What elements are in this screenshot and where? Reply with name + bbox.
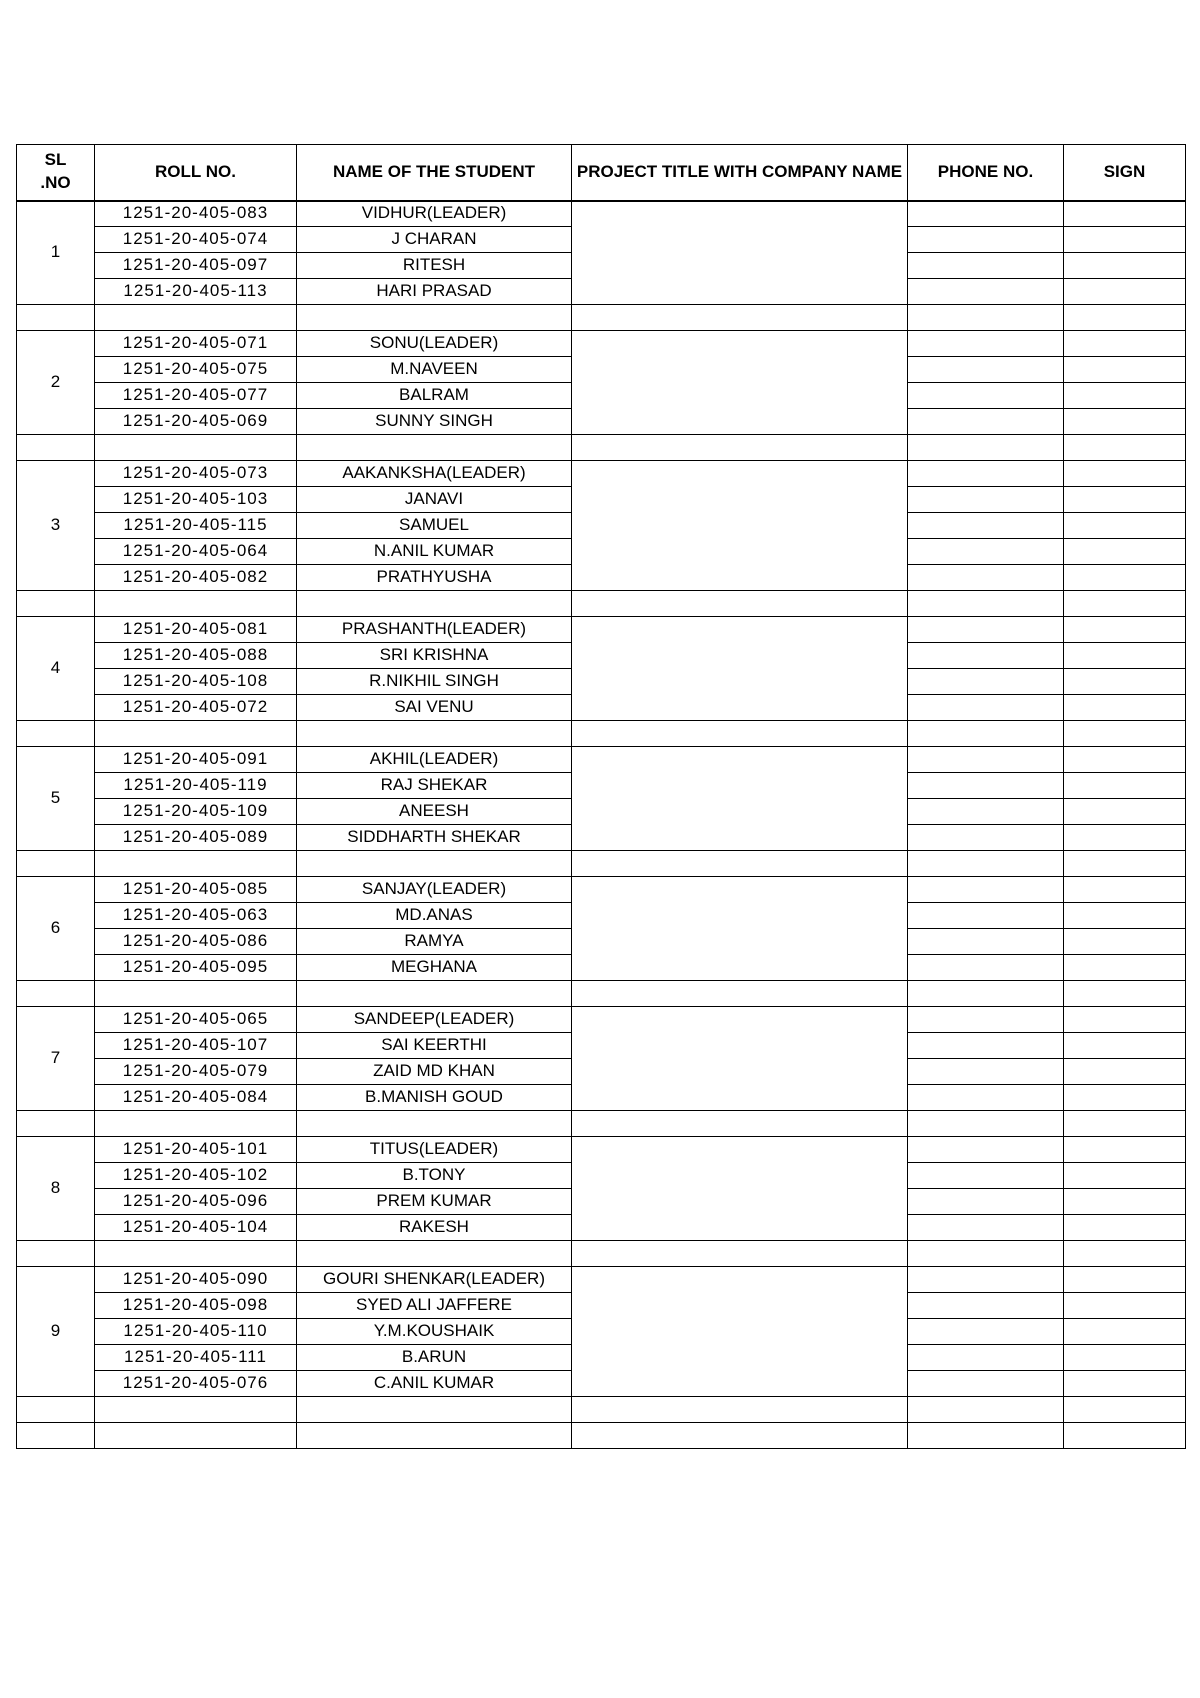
student-name: MD.ANAS [297, 903, 572, 929]
table-row [17, 331, 1186, 357]
sign-field[interactable] [1064, 903, 1186, 929]
sign-field[interactable] [1064, 1345, 1186, 1371]
sign-field[interactable] [1064, 305, 1186, 331]
blank-name-cell [297, 591, 572, 617]
phone-field[interactable] [908, 1397, 1064, 1423]
roll-number: 1251-20-405-101 [95, 1137, 297, 1163]
roll-number: 1251-20-405-096 [95, 1189, 297, 1215]
phone-field[interactable] [908, 201, 1064, 227]
phone-field[interactable] [908, 721, 1064, 747]
blank-roll-cell [95, 591, 297, 617]
student-name: BALRAM [297, 383, 572, 409]
blank-roll-cell [95, 1397, 297, 1423]
roll-number: 1251-20-405-074 [95, 227, 297, 253]
roll-number: 1251-20-405-108 [95, 669, 297, 695]
roll-number: 1251-20-405-076 [95, 1371, 297, 1397]
phone-field[interactable] [908, 1241, 1064, 1267]
roll-number: 1251-20-405-107 [95, 1033, 297, 1059]
phone-field[interactable] [908, 981, 1064, 1007]
blank-project-cell [572, 721, 908, 747]
project-title-field[interactable] [572, 617, 908, 721]
phone-field[interactable] [908, 1345, 1064, 1371]
sign-field[interactable] [1064, 409, 1186, 435]
phone-field[interactable] [908, 513, 1064, 539]
sign-field[interactable] [1064, 929, 1186, 955]
roll-number: 1251-20-405-084 [95, 1085, 297, 1111]
sign-field[interactable] [1064, 1059, 1186, 1085]
blank-project-cell [572, 591, 908, 617]
blank-sl-cell [17, 1111, 95, 1137]
roll-number: 1251-20-405-102 [95, 1163, 297, 1189]
student-name: SYED ALI JAFFERE [297, 1293, 572, 1319]
blank-row [17, 851, 1186, 877]
blank-name-cell [297, 981, 572, 1007]
sign-field[interactable] [1064, 617, 1186, 643]
blank-roll-cell [95, 1423, 297, 1449]
group-sl-number: 2 [17, 331, 95, 435]
phone-field[interactable] [908, 1371, 1064, 1397]
blank-row [17, 1111, 1186, 1137]
roll-number: 1251-20-405-063 [95, 903, 297, 929]
roll-number: 1251-20-405-072 [95, 695, 297, 721]
phone-field[interactable] [908, 1007, 1064, 1033]
phone-field[interactable] [908, 227, 1064, 253]
sign-field[interactable] [1064, 721, 1186, 747]
student-name: PRASHANTH(LEADER) [297, 617, 572, 643]
roll-number: 1251-20-405-065 [95, 1007, 297, 1033]
roll-number: 1251-20-405-095 [95, 955, 297, 981]
sign-field[interactable] [1064, 357, 1186, 383]
project-title-field[interactable] [572, 1267, 908, 1397]
blank-name-cell [297, 435, 572, 461]
sign-field[interactable] [1064, 201, 1186, 227]
blank-sl-cell [17, 721, 95, 747]
phone-field[interactable] [908, 1215, 1064, 1241]
sign-field[interactable] [1064, 487, 1186, 513]
student-name: ZAID MD KHAN [297, 1059, 572, 1085]
phone-field[interactable] [908, 1293, 1064, 1319]
phone-field[interactable] [908, 1319, 1064, 1345]
phone-field[interactable] [908, 825, 1064, 851]
blank-project-cell [572, 1241, 908, 1267]
table-row [17, 1137, 1186, 1163]
blank-sl-cell [17, 305, 95, 331]
table-row [17, 201, 1186, 227]
phone-field[interactable] [908, 591, 1064, 617]
blank-sl-cell [17, 591, 95, 617]
phone-field[interactable] [908, 877, 1064, 903]
phone-field[interactable] [908, 929, 1064, 955]
blank-name-cell [297, 1241, 572, 1267]
blank-row [17, 305, 1186, 331]
blank-sl-cell [17, 1241, 95, 1267]
sign-field[interactable] [1064, 539, 1186, 565]
roll-number: 1251-20-405-115 [95, 513, 297, 539]
student-name: RAKESH [297, 1215, 572, 1241]
sign-field[interactable] [1064, 955, 1186, 981]
table-row [17, 877, 1186, 903]
header-roll-no: ROLL NO. [95, 145, 297, 201]
blank-sl-cell [17, 1423, 95, 1449]
roll-number: 1251-20-405-075 [95, 357, 297, 383]
phone-field[interactable] [908, 435, 1064, 461]
table-row [17, 461, 1186, 487]
phone-field[interactable] [908, 851, 1064, 877]
blank-row [17, 1241, 1186, 1267]
phone-field[interactable] [908, 1111, 1064, 1137]
blank-name-cell [297, 851, 572, 877]
phone-field[interactable] [908, 955, 1064, 981]
student-name: N.ANIL KUMAR [297, 539, 572, 565]
phone-field[interactable] [908, 747, 1064, 773]
student-name: RITESH [297, 253, 572, 279]
group-sl-number: 9 [17, 1267, 95, 1397]
blank-name-cell [297, 1397, 572, 1423]
sign-field[interactable] [1064, 851, 1186, 877]
student-name: SANDEEP(LEADER) [297, 1007, 572, 1033]
group-sl-number: 8 [17, 1137, 95, 1241]
phone-field[interactable] [908, 279, 1064, 305]
phone-field[interactable] [908, 383, 1064, 409]
sign-field[interactable] [1064, 1137, 1186, 1163]
student-name: ANEESH [297, 799, 572, 825]
header-student-name: NAME OF THE STUDENT [297, 145, 572, 201]
blank-name-cell [297, 1111, 572, 1137]
student-name: SAMUEL [297, 513, 572, 539]
sign-field[interactable] [1064, 643, 1186, 669]
phone-field[interactable] [908, 773, 1064, 799]
project-title-field[interactable] [572, 1007, 908, 1111]
student-name: SIDDHARTH SHEKAR [297, 825, 572, 851]
blank-sl-cell [17, 851, 95, 877]
blank-project-cell [572, 1111, 908, 1137]
sign-field[interactable] [1064, 1293, 1186, 1319]
phone-field[interactable] [908, 1189, 1064, 1215]
student-name: J CHARAN [297, 227, 572, 253]
student-name: JANAVI [297, 487, 572, 513]
blank-row [17, 721, 1186, 747]
roll-number: 1251-20-405-090 [95, 1267, 297, 1293]
student-name: B.ARUN [297, 1345, 572, 1371]
blank-roll-cell [95, 981, 297, 1007]
roll-number: 1251-20-405-104 [95, 1215, 297, 1241]
phone-field[interactable] [908, 539, 1064, 565]
sign-field[interactable] [1064, 513, 1186, 539]
phone-field[interactable] [908, 1423, 1064, 1449]
blank-project-cell [572, 435, 908, 461]
student-name: SAI KEERTHI [297, 1033, 572, 1059]
group-sl-number: 4 [17, 617, 95, 721]
sign-field[interactable] [1064, 383, 1186, 409]
blank-row [17, 1397, 1186, 1423]
phone-field[interactable] [908, 643, 1064, 669]
header-phone-no: PHONE NO. [908, 145, 1064, 201]
roll-number: 1251-20-405-079 [95, 1059, 297, 1085]
header-sign: SIGN [1064, 145, 1186, 201]
phone-field[interactable] [908, 253, 1064, 279]
student-name: SONU(LEADER) [297, 331, 572, 357]
student-name: TITUS(LEADER) [297, 1137, 572, 1163]
student-name: PREM KUMAR [297, 1189, 572, 1215]
sign-field[interactable] [1064, 1085, 1186, 1111]
project-title-field[interactable] [572, 461, 908, 591]
student-name: R.NIKHIL SINGH [297, 669, 572, 695]
sign-field[interactable] [1064, 1371, 1186, 1397]
sign-field[interactable] [1064, 331, 1186, 357]
blank-sl-cell [17, 435, 95, 461]
blank-roll-cell [95, 1241, 297, 1267]
roll-number: 1251-20-405-082 [95, 565, 297, 591]
table-body [17, 201, 1186, 1449]
student-name: HARI PRASAD [297, 279, 572, 305]
student-project-table [16, 144, 1186, 1449]
project-title-field[interactable] [572, 331, 908, 435]
blank-project-cell [572, 851, 908, 877]
roll-number: 1251-20-405-091 [95, 747, 297, 773]
roll-number: 1251-20-405-098 [95, 1293, 297, 1319]
roll-number: 1251-20-405-111 [95, 1345, 297, 1371]
phone-field[interactable] [908, 409, 1064, 435]
header-row [17, 145, 1186, 201]
sign-field[interactable] [1064, 1111, 1186, 1137]
student-name: AAKANKSHA(LEADER) [297, 461, 572, 487]
phone-field[interactable] [908, 461, 1064, 487]
student-name: MEGHANA [297, 955, 572, 981]
blank-name-cell [297, 305, 572, 331]
sign-field[interactable] [1064, 591, 1186, 617]
phone-field[interactable] [908, 565, 1064, 591]
blank-roll-cell [95, 305, 297, 331]
project-title-field[interactable] [572, 877, 908, 981]
roll-number: 1251-20-405-109 [95, 799, 297, 825]
roll-number: 1251-20-405-103 [95, 487, 297, 513]
student-name: M.NAVEEN [297, 357, 572, 383]
table-row [17, 1267, 1186, 1293]
group-sl-number: 1 [17, 201, 95, 305]
blank-project-cell [572, 1397, 908, 1423]
student-name: B.MANISH GOUD [297, 1085, 572, 1111]
blank-row [17, 1423, 1186, 1449]
group-sl-number: 5 [17, 747, 95, 851]
sign-field[interactable] [1064, 1163, 1186, 1189]
blank-row [17, 435, 1186, 461]
sign-field[interactable] [1064, 1189, 1186, 1215]
roll-number: 1251-20-405-086 [95, 929, 297, 955]
sign-field[interactable] [1064, 1423, 1186, 1449]
group-sl-number: 3 [17, 461, 95, 591]
phone-field[interactable] [908, 669, 1064, 695]
student-name: AKHIL(LEADER) [297, 747, 572, 773]
roll-number: 1251-20-405-077 [95, 383, 297, 409]
blank-project-cell [572, 981, 908, 1007]
sign-field[interactable] [1064, 1397, 1186, 1423]
group-sl-number: 7 [17, 1007, 95, 1111]
roll-number: 1251-20-405-097 [95, 253, 297, 279]
project-title-field[interactable] [572, 747, 908, 851]
student-name: SANJAY(LEADER) [297, 877, 572, 903]
sign-field[interactable] [1064, 253, 1186, 279]
roll-number: 1251-20-405-088 [95, 643, 297, 669]
sign-field[interactable] [1064, 877, 1186, 903]
sign-field[interactable] [1064, 1267, 1186, 1293]
roll-number: 1251-20-405-081 [95, 617, 297, 643]
blank-sl-cell [17, 1397, 95, 1423]
roll-number: 1251-20-405-064 [95, 539, 297, 565]
roll-number: 1251-20-405-085 [95, 877, 297, 903]
phone-field[interactable] [908, 1137, 1064, 1163]
roll-number: 1251-20-405-119 [95, 773, 297, 799]
sign-field[interactable] [1064, 1007, 1186, 1033]
sign-field[interactable] [1064, 695, 1186, 721]
student-name: SUNNY SINGH [297, 409, 572, 435]
blank-roll-cell [95, 851, 297, 877]
student-name: RAMYA [297, 929, 572, 955]
phone-field[interactable] [908, 1059, 1064, 1085]
phone-field[interactable] [908, 799, 1064, 825]
blank-name-cell [297, 721, 572, 747]
sign-field[interactable] [1064, 1241, 1186, 1267]
blank-project-cell [572, 1423, 908, 1449]
blank-roll-cell [95, 435, 297, 461]
roll-number: 1251-20-405-110 [95, 1319, 297, 1345]
table-row [17, 617, 1186, 643]
sign-field[interactable] [1064, 435, 1186, 461]
student-name: PRATHYUSHA [297, 565, 572, 591]
table-row [17, 1007, 1186, 1033]
roll-number: 1251-20-405-089 [95, 825, 297, 851]
phone-field[interactable] [908, 1033, 1064, 1059]
student-name: VIDHUR(LEADER) [297, 201, 572, 227]
blank-roll-cell [95, 721, 297, 747]
sign-field[interactable] [1064, 565, 1186, 591]
student-name: SRI KRISHNA [297, 643, 572, 669]
sign-field[interactable] [1064, 747, 1186, 773]
roll-number: 1251-20-405-073 [95, 461, 297, 487]
phone-field[interactable] [908, 357, 1064, 383]
roll-number: 1251-20-405-083 [95, 201, 297, 227]
project-title-field[interactable] [572, 1137, 908, 1241]
student-name: GOURI SHENKAR(LEADER) [297, 1267, 572, 1293]
header-sl-line2: .NO [40, 173, 71, 193]
group-sl-number: 6 [17, 877, 95, 981]
student-name: B.TONY [297, 1163, 572, 1189]
project-title-field[interactable] [572, 201, 908, 305]
phone-field[interactable] [908, 305, 1064, 331]
sign-field[interactable] [1064, 1319, 1186, 1345]
sign-field[interactable] [1064, 773, 1186, 799]
phone-field[interactable] [908, 695, 1064, 721]
blank-row [17, 591, 1186, 617]
sign-field[interactable] [1064, 1215, 1186, 1241]
student-name: RAJ SHEKAR [297, 773, 572, 799]
student-name: C.ANIL KUMAR [297, 1371, 572, 1397]
phone-field[interactable] [908, 487, 1064, 513]
sign-field[interactable] [1064, 1033, 1186, 1059]
roll-number: 1251-20-405-069 [95, 409, 297, 435]
student-name: Y.M.KOUSHAIK [297, 1319, 572, 1345]
phone-field[interactable] [908, 903, 1064, 929]
student-name: SAI VENU [297, 695, 572, 721]
phone-field[interactable] [908, 617, 1064, 643]
roll-number: 1251-20-405-071 [95, 331, 297, 357]
phone-field[interactable] [908, 1163, 1064, 1189]
sign-field[interactable] [1064, 279, 1186, 305]
sign-field[interactable] [1064, 799, 1186, 825]
phone-field[interactable] [908, 1267, 1064, 1293]
table-row [17, 747, 1186, 773]
blank-sl-cell [17, 981, 95, 1007]
roll-number: 1251-20-405-113 [95, 279, 297, 305]
header-project-title: PROJECT TITLE WITH COMPANY NAME [572, 145, 908, 201]
phone-field[interactable] [908, 1085, 1064, 1111]
blank-name-cell [297, 1423, 572, 1449]
blank-row [17, 981, 1186, 1007]
sign-field[interactable] [1064, 227, 1186, 253]
phone-field[interactable] [908, 331, 1064, 357]
sign-field[interactable] [1064, 669, 1186, 695]
blank-roll-cell [95, 1111, 297, 1137]
header-sl-line1: SL [44, 150, 67, 170]
header-sl-no [17, 145, 95, 201]
sign-field[interactable] [1064, 981, 1186, 1007]
sign-field[interactable] [1064, 461, 1186, 487]
sign-field[interactable] [1064, 825, 1186, 851]
blank-project-cell [572, 305, 908, 331]
